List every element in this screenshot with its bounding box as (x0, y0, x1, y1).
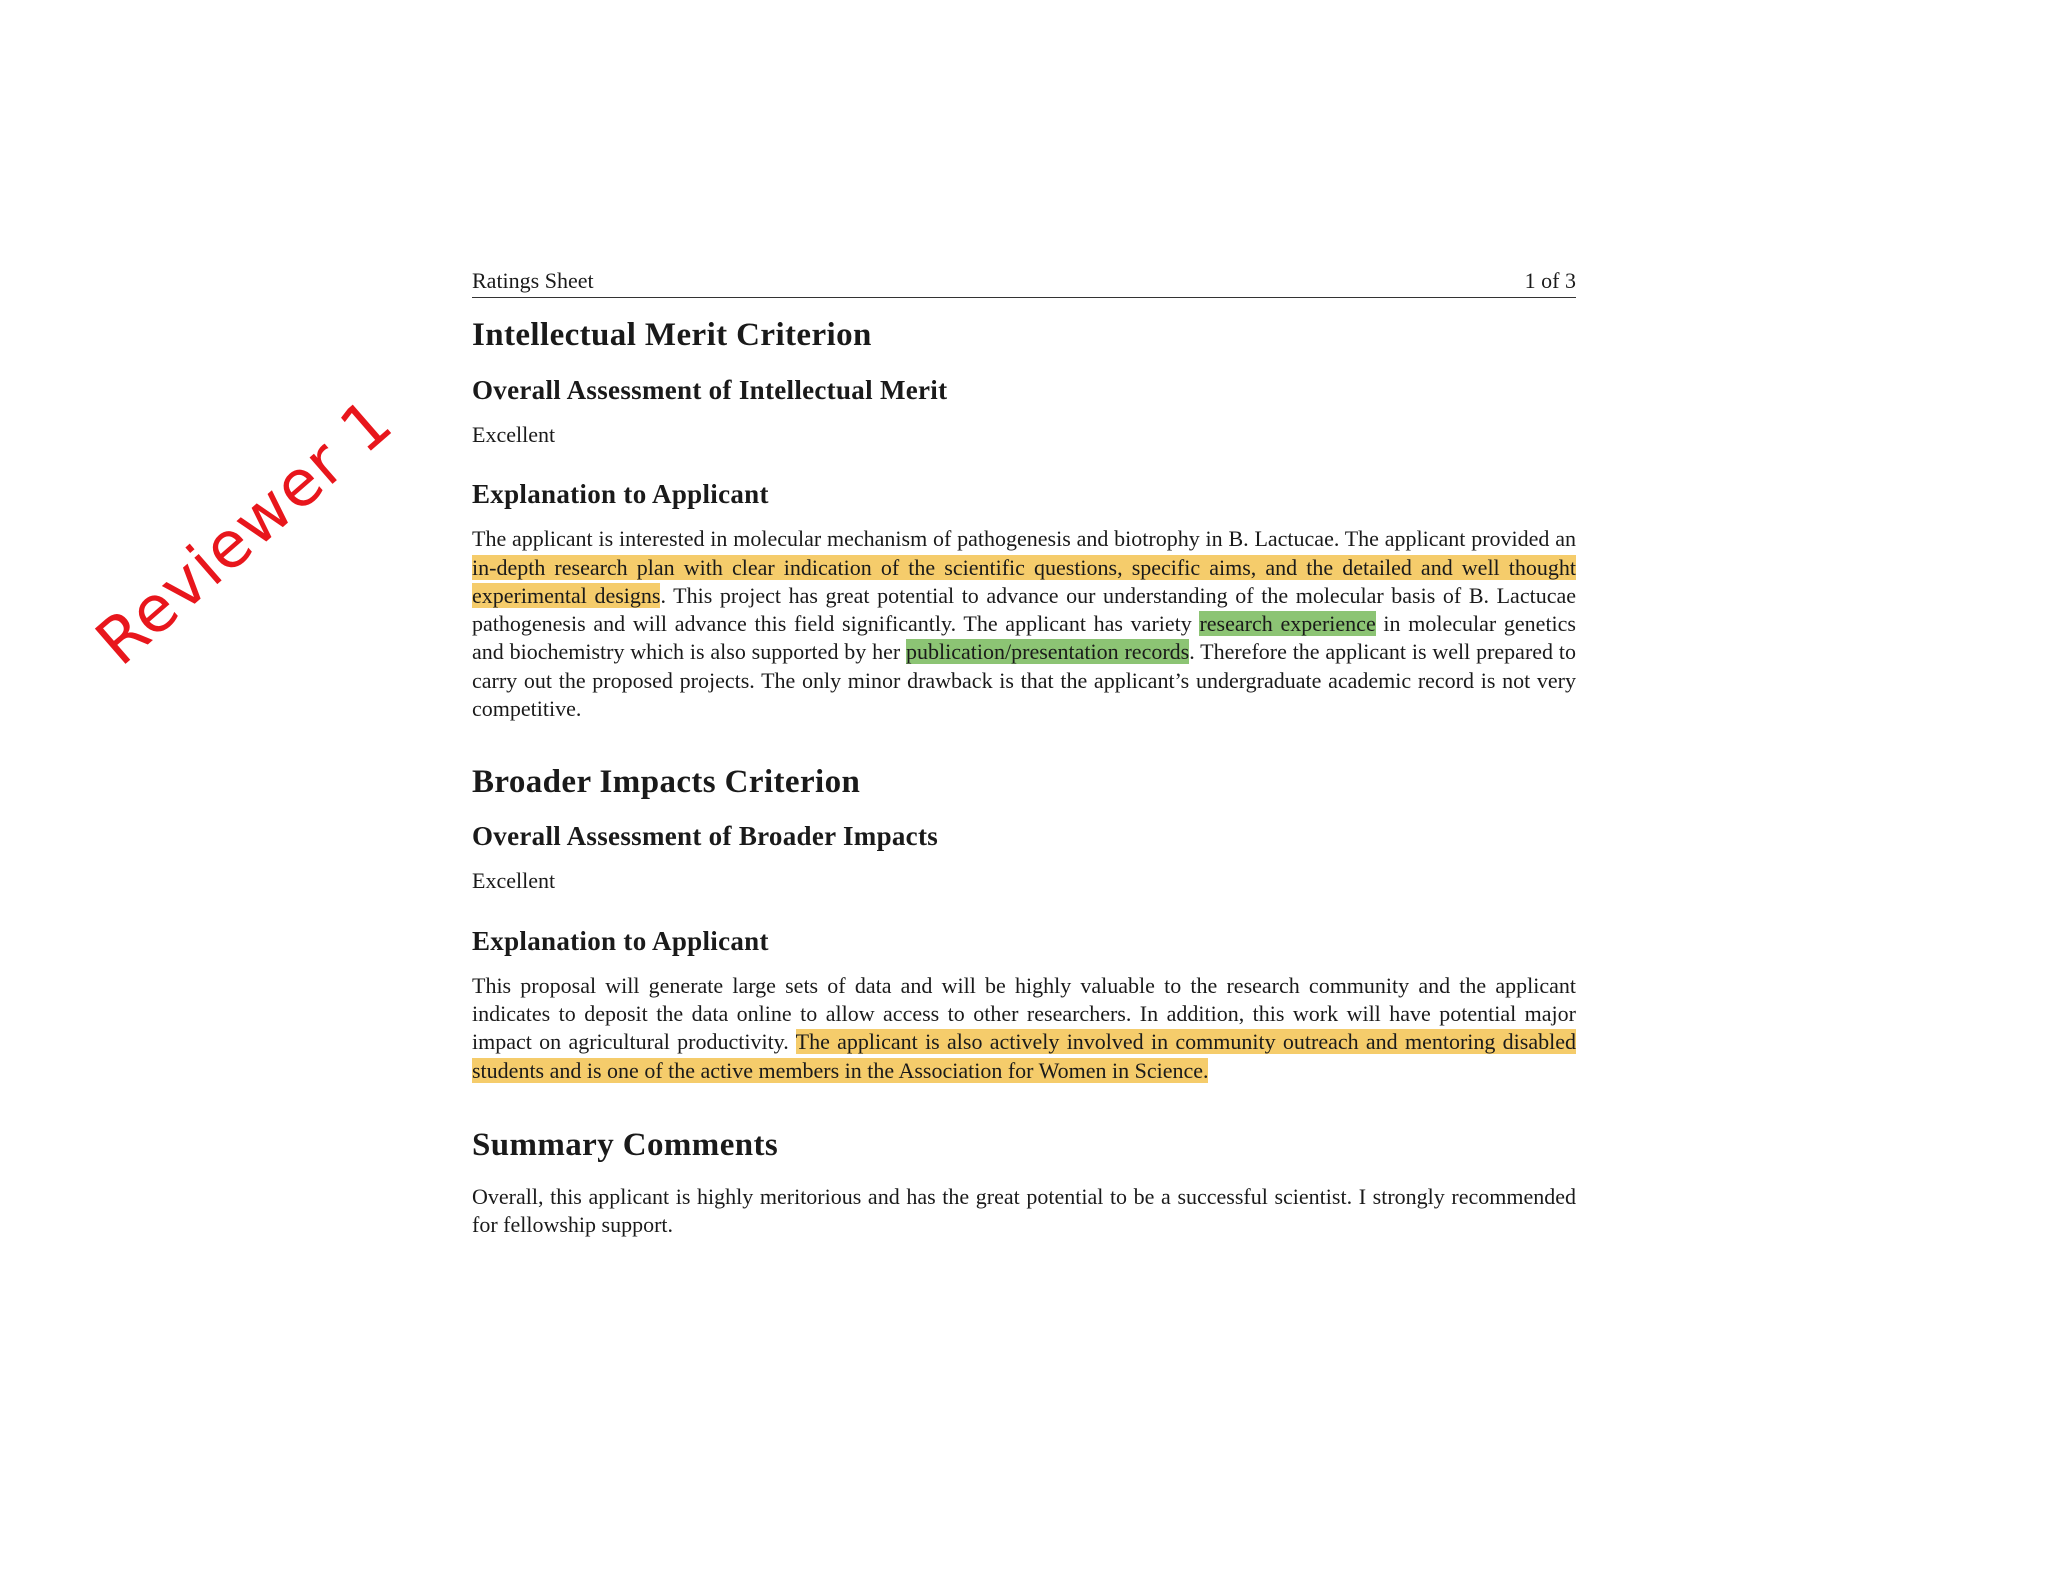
header-title: Ratings Sheet (472, 268, 594, 293)
page-number: 1 of 3 (1524, 268, 1576, 293)
highlight-green: research experience (1199, 611, 1376, 637)
summary-comments-heading: Summary Comments (472, 1126, 779, 1163)
highlight-yellow: The applicant is also actively involved in community outreach and mentoring disabled students and is one of the active members in the Association for Women in Science. (472, 1029, 1576, 1083)
broader-impacts-rating: Excellent (472, 868, 556, 894)
intellectual-merit-rating: Excellent (472, 422, 556, 447)
body-text: . Therefore the applicant is well prepared to carry out the proposed projects. The only minor drawback is that the applicant’s undergraduate academic record is not very competitive. (472, 639, 1576, 722)
highlight-yellow: in-depth research plan with clear indication of the scientific questions, specific aims, and the detailed and well thought experimental designs (472, 554, 1576, 608)
broader-impacts-explanation-heading: Explanation to Applicant (472, 925, 769, 956)
summary-comments-text: Overall, this applicant is highly meritorious and has the great potential to be a successful scientist. I strongly recommended for fellowship support. (472, 1183, 1576, 1238)
broader-impacts-explanation (472, 972, 1576, 1085)
body-text: This proposal will generate large sets of data and will be highly valuable to the research community and the applicant indicates to deposit the data online to allow access to other researchers. In addition, this work will have potential major impact on agricultural productivity. (472, 972, 1576, 1055)
broader-impacts-heading: Broader Impacts Criterion (472, 764, 861, 801)
running-header (472, 268, 1576, 298)
body-text: in molecular genetics and biochemistry which is also supported by her (472, 611, 1576, 665)
highlight-green: publication/presentation records (906, 639, 1190, 665)
reviewer-annotation: Reviewer 1 (82, 384, 407, 681)
intellectual-merit-heading: Intellectual Merit Criterion (472, 317, 872, 353)
intellectual-merit-explanation (472, 525, 1576, 723)
intellectual-merit-overall-heading: Overall Assessment of Intellectual Merit (472, 375, 948, 405)
broader-impacts-overall-heading: Overall Assessment of Broader Impacts (472, 821, 939, 852)
ratings-sheet-page (472, 268, 1576, 1239)
intellectual-merit-explanation-heading: Explanation to Applicant (472, 479, 769, 510)
body-text: The applicant is interested in molecular mechanism of pathogenesis and biotrophy in B. Lactucae. The applicant provided an (472, 526, 1576, 552)
body-text: . This project has great potential to advance our understanding of the molecular basis of B. Lactucae pathogenesis and will advance this field significantly. The applicant has variety (472, 582, 1576, 637)
